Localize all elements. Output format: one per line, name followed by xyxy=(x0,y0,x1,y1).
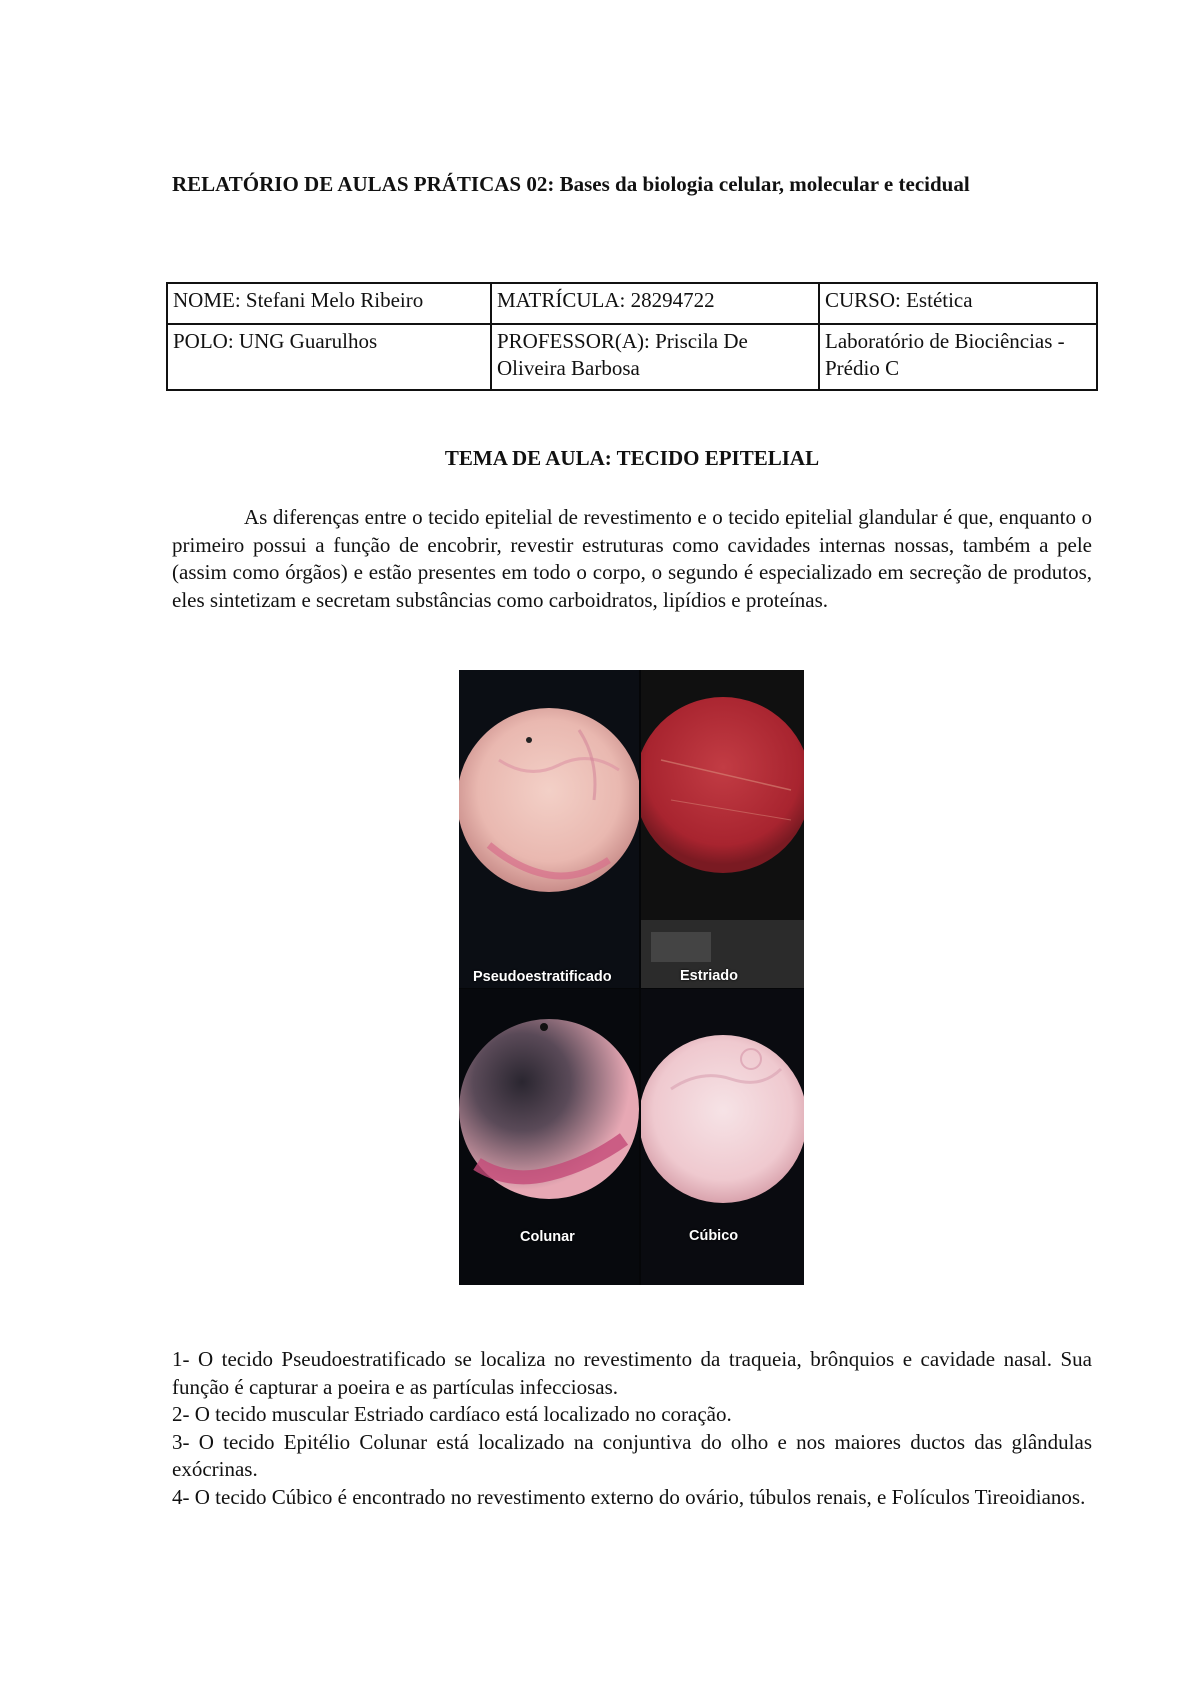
list-item: 1- O tecido Pseudoestratificado se localiza no revestimento da traqueia, brônquios e cavidade nasal. Sua função é capturar a poeira e as partículas infecciosas. xyxy=(172,1347,1092,1399)
student-info-table xyxy=(166,282,1098,391)
intro-paragraph: As diferenças entre o tecido epitelial de revestimento e o tecido epitelial glandular é que, enquanto o primeiro possui a função de encobrir, revestir estruturas como cavidades internas nossas, também a pele (assim como órgãos) e estão presentes em todo o corpo, o segundo é especializado em secreção de produtos, eles sintetizam e secretam substâncias como carboidratos, lipídios e proteínas. xyxy=(172,505,1092,612)
laboratory-cell: Laboratório de Biociências - Prédio C xyxy=(819,324,1097,390)
microscopy-figure xyxy=(459,670,804,1285)
name-cell: NOME: Stefani Melo Ribeiro xyxy=(167,283,491,324)
registration-cell: MATRÍCULA: 28294722 xyxy=(491,283,819,324)
caption-columnar: Colunar xyxy=(520,1229,575,1245)
professor-cell: PROFESSOR(A): Priscila De Oliveira Barbosa xyxy=(491,324,819,390)
report-title: RELATÓRIO DE AULAS PRÁTICAS 02: Bases da biologia celular, molecular e tecidual xyxy=(172,172,970,196)
caption-striated: Estriado xyxy=(680,968,739,984)
campus-cell: POLO: UNG Guarulhos xyxy=(167,324,491,390)
pseudostratified-micrograph xyxy=(459,670,639,988)
tissue-list xyxy=(172,1346,1092,1511)
caption-cuboidal: Cúbico xyxy=(689,1228,739,1244)
caption-pseudostratified: Pseudoestratificado xyxy=(473,969,612,985)
list-item: 3- O tecido Epitélio Colunar está localizado na conjuntiva do olho e nos maiores ductos das glândulas exócrinas. xyxy=(172,1429,1092,1481)
list-item: 2- O tecido muscular Estriado cardíaco está localizado no coração. xyxy=(172,1402,732,1426)
course-cell: CURSO: Estética xyxy=(819,283,1097,324)
striated-micrograph xyxy=(641,670,804,988)
class-theme-heading: TEMA DE AULA: TECIDO EPITELIAL xyxy=(444,446,820,470)
list-item: 4- O tecido Cúbico é encontrado no revestimento externo do ovário, túbulos renais, e Folículos Tireoidianos. xyxy=(172,1484,1086,1509)
